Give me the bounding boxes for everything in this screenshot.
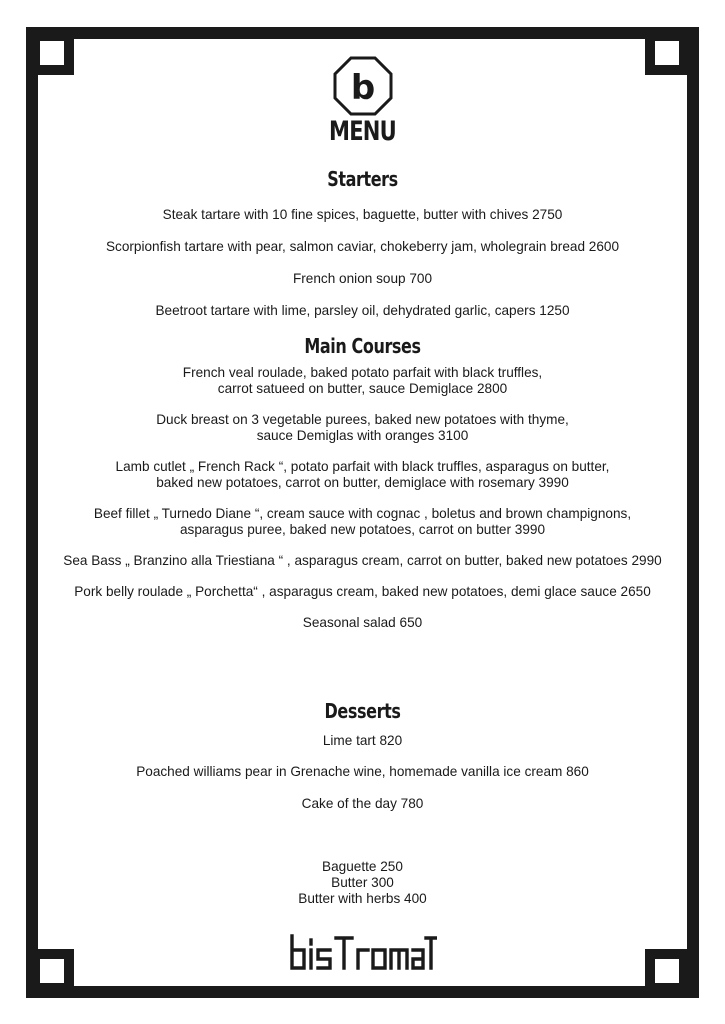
menu-item: Seasonal salad 650 — [302, 615, 423, 630]
extras-item: Butter 300 — [331, 875, 394, 890]
logo-octagon-icon — [333, 56, 393, 116]
menu-item: Pork belly roulade „ Porchetta“ , asparagus cream, baked new potatoes, demi glace sauce 2650 — [74, 584, 651, 599]
section-title-starters: Starters — [327, 167, 398, 191]
menu-item: Poached williams pear in Grenache wine, homemade vanilla ice cream 860 — [136, 764, 589, 779]
extras-item: Baguette 250 — [322, 859, 403, 874]
menu-item: Steak tartare with 10 fine spices, baguette, butter with chives 2750 — [162, 207, 563, 222]
menu-item-line: asparagus puree, baked new potatoes, carrot on butter 3990 — [179, 522, 545, 537]
section-title-main-courses: Main Courses — [304, 334, 421, 358]
extras-item: Butter with herbs 400 — [298, 891, 427, 906]
bistromat-logo — [289, 932, 437, 974]
menu-item: Sea Bass „ Branzino alla Triestiana “ , asparagus cream, carrot on butter, baked new potatoes 2990 — [63, 553, 662, 568]
section-title-desserts: Desserts — [324, 699, 401, 723]
menu-item-line: French veal roulade, baked potato parfait with black truffles, — [182, 365, 543, 380]
menu-title: MENU — [329, 116, 396, 147]
menu-item-line: carrot satueed on butter, sauce Demiglace 2800 — [217, 381, 508, 396]
menu-item — [40, 412, 685, 444]
menu-item: Scorpionfish tartare with pear, salmon caviar, chokeberry jam, wholegrain bread 2600 — [105, 239, 620, 254]
menu-item — [40, 365, 685, 397]
menu-item — [40, 506, 685, 538]
menu-item-line: Duck breast on 3 vegetable purees, baked new potatoes with thyme, — [156, 412, 569, 427]
menu-item — [40, 459, 685, 491]
menu-item-line: sauce Demiglas with oranges 3100 — [256, 428, 469, 443]
menu-item: Beetroot tartare with lime, parsley oil, dehydrated garlic, capers 1250 — [155, 303, 570, 318]
menu-item-line: Beef fillet „ Turnedo Diane “, cream sauce with cognac , boletus and brown champignons, — [93, 506, 632, 521]
menu-item: Cake of the day 780 — [301, 796, 424, 811]
menu-item: French onion soup 700 — [292, 271, 433, 286]
menu-item-line: baked new potatoes, carrot on butter, demiglace with rosemary 3990 — [156, 475, 569, 490]
menu-item: Lime tart 820 — [322, 733, 403, 748]
logo-letter: b — [350, 68, 376, 108]
extras-list — [40, 859, 685, 907]
menu-item-line: Lamb cutlet „ French Rack “, potato parfait with black truffles, asparagus on butter, — [115, 459, 610, 474]
